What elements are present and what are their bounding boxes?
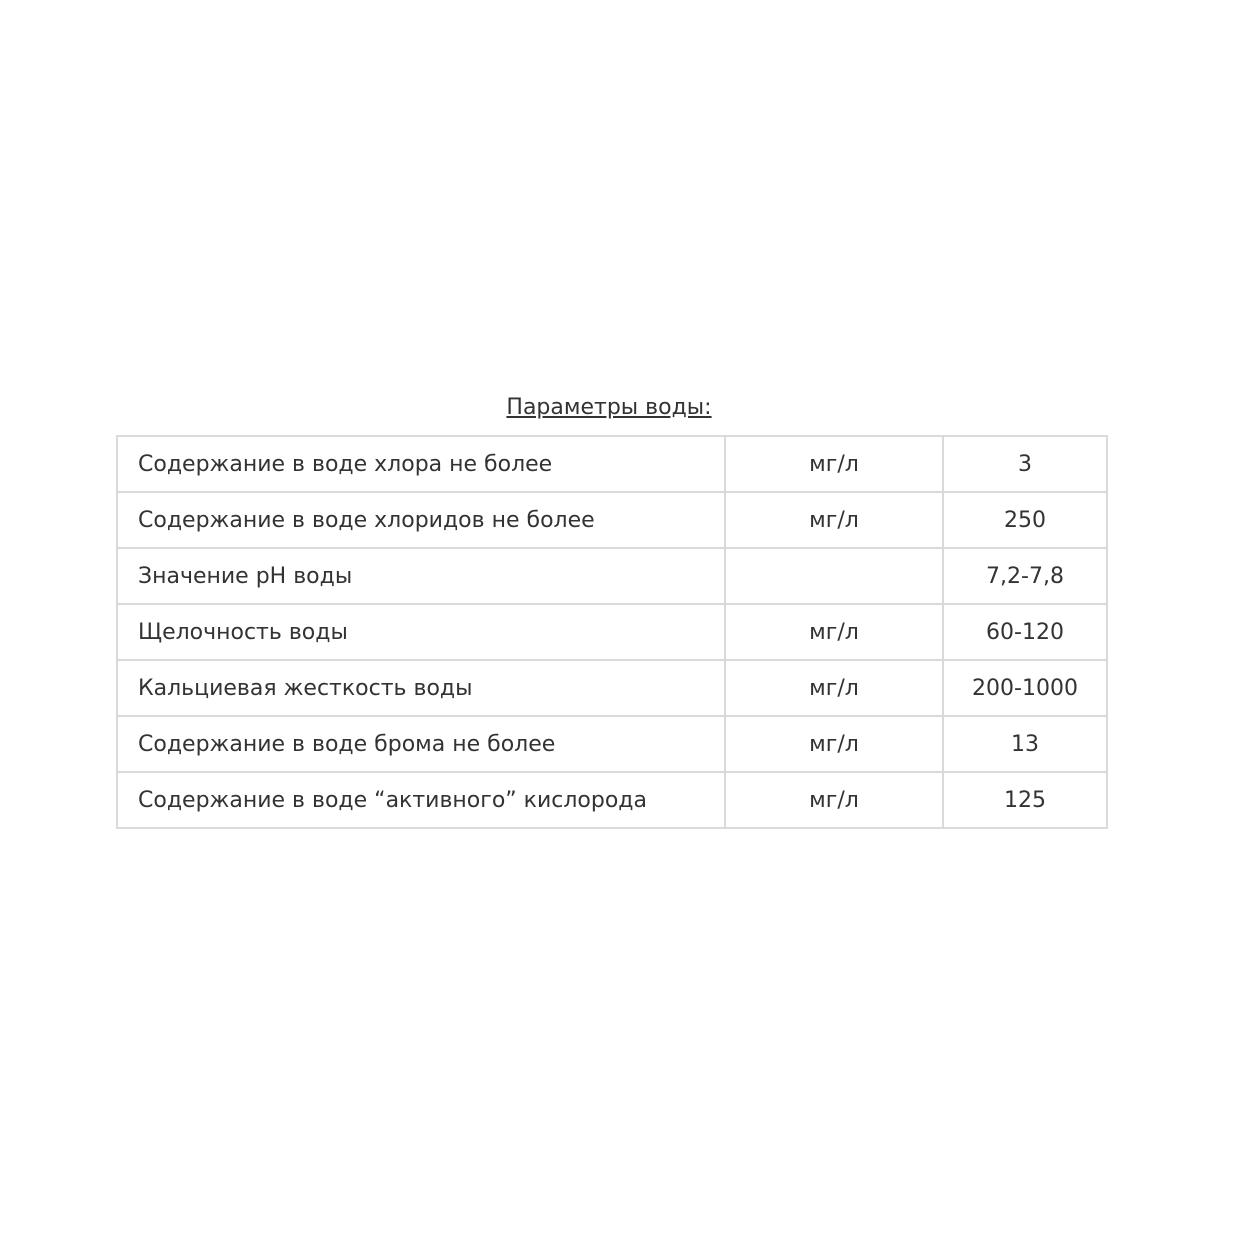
table-row [117,716,1107,772]
parameter-name: Содержание в воде брома не более [117,716,725,772]
parameter-name: Значение pH воды [117,548,725,604]
table-row [117,604,1107,660]
parameter-value: 7,2-7,8 [943,548,1107,604]
table-row [117,436,1107,492]
parameter-value: 200-1000 [943,660,1107,716]
parameter-name: Содержание в воде “активного” кислорода [117,772,725,828]
parameter-unit: мг/л [725,604,943,660]
water-parameters-table [116,435,1108,829]
parameter-name: Содержание в воде хлоридов не более [117,492,725,548]
parameter-unit: мг/л [725,716,943,772]
table-row [117,548,1107,604]
parameter-name: Щелочность воды [117,604,725,660]
parameter-unit: мг/л [725,660,943,716]
parameter-unit: мг/л [725,772,943,828]
table-title: Параметры воды: [506,395,712,420]
parameter-value: 250 [943,492,1107,548]
table-row [117,772,1107,828]
parameter-value: 3 [943,436,1107,492]
table-row [117,492,1107,548]
parameter-value: 125 [943,772,1107,828]
table-row [117,660,1107,716]
parameter-unit [725,548,943,604]
parameter-value: 13 [943,716,1107,772]
parameter-unit: мг/л [725,492,943,548]
parameter-unit: мг/л [725,436,943,492]
parameter-name: Кальциевая жесткость воды [117,660,725,716]
parameter-name: Содержание в воде хлора не более [117,436,725,492]
parameter-value: 60-120 [943,604,1107,660]
